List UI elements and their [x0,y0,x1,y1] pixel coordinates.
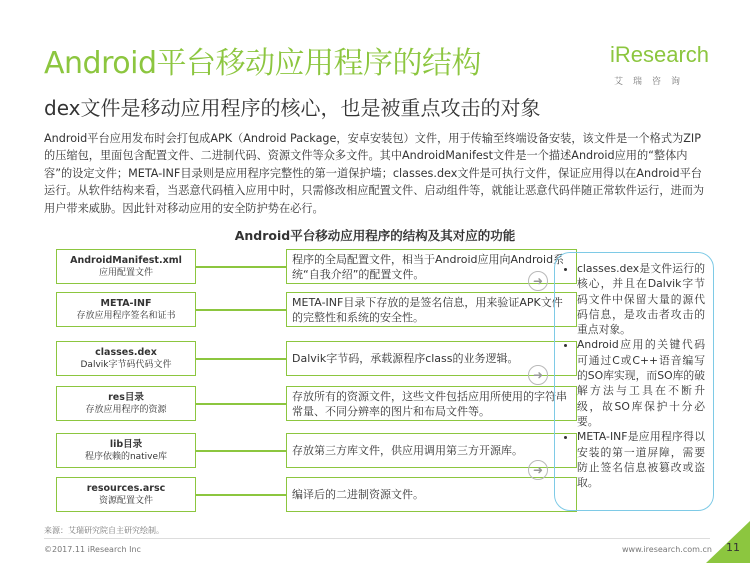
website-text: www.iresearch.com.cn [622,545,712,554]
component-desc: 程序依赖的native库 [84,451,168,462]
side-note: • classes.dex是文件运行的核心，并且在Dalvik字节码文件中保留大量的源代码信息，是攻击者攻击的重点对象。 [577,261,705,337]
arrow-right-icon: ➜ [528,271,548,291]
side-notes-list [563,261,705,490]
component-box [56,433,196,468]
function-box [286,292,577,327]
component-name: META-INF [100,297,152,309]
function-text: 程序的全局配置文件，相当于Android应用向Android系统“自我介绍”的配置文件。 [292,252,565,281]
iresearch-logo [610,42,710,88]
component-desc: 资源配置文件 [98,495,153,506]
logo-subtext: 艾瑞咨询 [614,77,691,87]
component-box [56,249,196,284]
connector-line [196,403,286,405]
function-box [286,386,577,421]
arrow-right-icon: ➜ [528,460,548,480]
side-note: • META-INF是应用程序得以安装的第一道屏障，需要防止签名信息被篡改或盗取。 [577,429,705,490]
connector-line [196,266,286,268]
intro-paragraph: Android平台应用发布时会打包成APK（Android Package，安卓安装包）文件，用于传输至终端设备安装，该文件是一个格式为ZIP的压缩包，里面包含配置文件、二进制代码、资源文件等众多文件。其中AndroidManifest文件是一个描述Android应用的“整体内容”的设定文件；META-INF目录则是应用程序完整性的第一道保护墙；classes.dex文件是可执行文件，保证应用得以在Android平台运行。从软件结构来看，当恶意代码植入应用中时，只需修改相应配置文件、启动组件等，就能让恶意代码伴随正常软件运行，进而为用户带来威胁。因此针对移动应用的安全防护势在必行。 [44,132,705,215]
connector-line [196,309,286,311]
function-box [286,477,577,512]
page-number: 11 [726,541,740,554]
logo-text: iResearch [610,42,710,67]
component-name: resources.arsc [86,482,166,494]
connector-line [196,358,286,360]
side-notes-panel [554,252,714,511]
component-desc: 存放应用程序签名和证书 [76,310,176,321]
function-text: 编译后的二进制资源文件。 [292,488,424,501]
component-name: classes.dex [95,346,157,358]
copyright-text: ©2017.11 iResearch Inc [44,545,141,554]
component-name: res目录 [108,391,144,403]
connector-line [196,494,286,496]
component-desc: Dalvik字节码代码文件 [80,359,172,370]
source-note: 来源：艾瑞研究院自主研究绘制。 [44,526,164,535]
connector-line [196,450,286,452]
component-desc: 存放应用程序的资源 [85,404,167,415]
component-name: AndroidManifest.xml [70,254,182,266]
page-subtitle: dex文件是移动应用程序的核心，也是被重点攻击的对象 [44,96,541,120]
function-text: 存放第三方库文件，供应用调用第三方开源库。 [292,444,523,457]
function-text: META-INF目录下存放的是签名信息，用来验证APK文件的完整性和系统的安全性。 [292,295,563,324]
component-name: lib目录 [109,438,143,450]
function-text: Dalvik字节码，承载源程序class的业务逻辑。 [292,352,519,365]
side-note: • Android应用的关键代码可通过C或C++语音编写的SO库实现，而SO库的破解方法与工具在不断升级，故SO库保护十分必要。 [577,337,705,429]
component-box [56,292,196,327]
page-title: Android平台移动应用程序的结构 [44,46,481,81]
function-text: 存放所有的资源文件，这些文件包括应用所使用的字符串常量、不同分辨率的图片和布局文件等。 [292,389,567,418]
arrow-right-icon: ➜ [528,365,548,385]
footer-divider [44,538,710,539]
component-box [56,386,196,421]
diagram-title: Android平台移动应用程序的结构及其对应的功能 [234,228,516,243]
component-desc: 应用配置文件 [98,267,153,278]
component-box [56,341,196,376]
component-box [56,477,196,512]
